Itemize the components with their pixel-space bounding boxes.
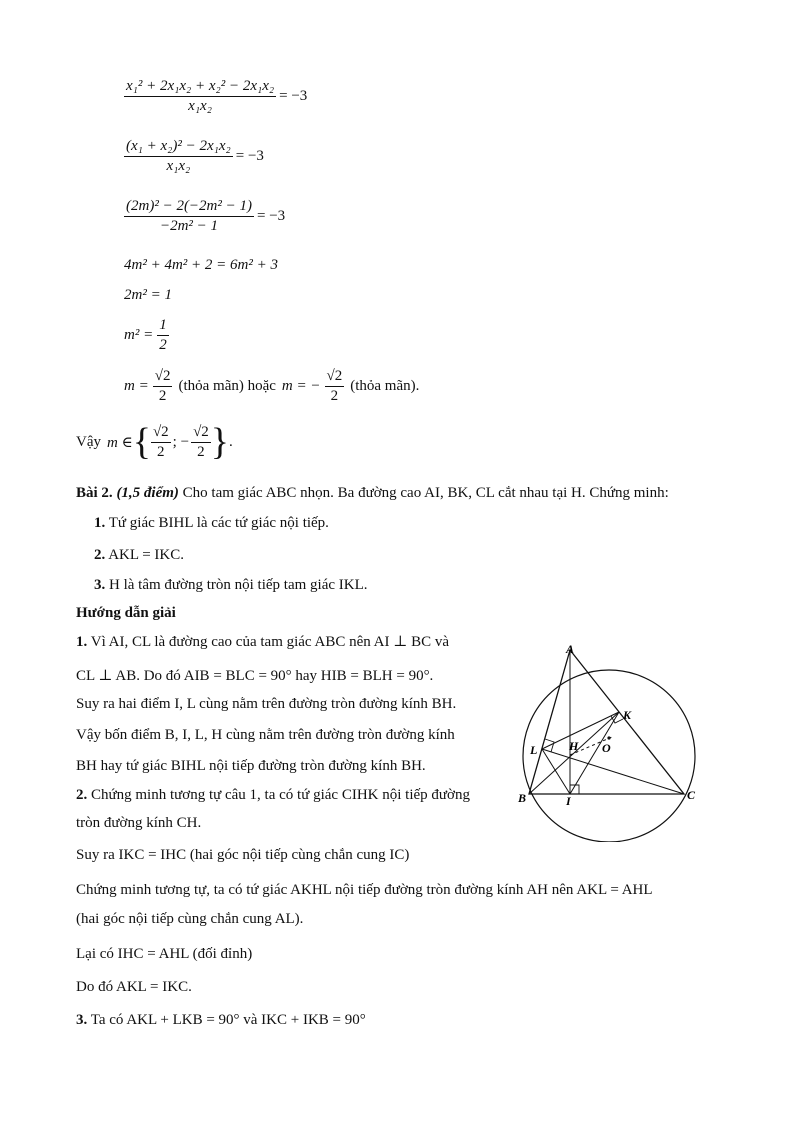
equation-1 (124, 78, 307, 115)
geometry-figure (512, 642, 712, 842)
equation-7-note2: (thỏa mãn). (350, 378, 420, 394)
equation-3-numerator: (2m)² − 2(−2m² − 1) (124, 198, 254, 217)
equation-7-den2: 2 (330, 388, 339, 404)
equation-7-fraction1 (153, 368, 173, 405)
center-o-dot (607, 736, 610, 739)
label-h: H (569, 739, 579, 753)
problem-item-1-text: Tứ giác BIHL là các tứ giác nội tiếp. (108, 515, 329, 531)
equation-6-numerator: 1 (157, 317, 169, 336)
equation-3-rhs: = −3 (257, 208, 286, 224)
solution-part3-line1 (76, 1012, 366, 1029)
problem-item-3-text: H là tâm đường tròn nội tiếp tam giác IKL. (109, 577, 368, 593)
conclusion-den2: 2 (197, 443, 205, 460)
solution-part2-text1: Chứng minh tương tự câu 1, ta có tứ giác CIHK nội tiếp đường (91, 787, 470, 803)
equation-7-lhs2: m = − (281, 378, 321, 394)
solution-part2-line5: (hai góc nội tiếp cùng chắn cung AL). (76, 911, 304, 927)
conclusion-set-lhs: m ∈ (107, 434, 133, 451)
solution-part1-text1: Vì AI, CL là đường cao của tam giác ABC nên AI ⊥ BC và (90, 634, 450, 650)
equation-3-fraction (124, 198, 254, 235)
conclusion-num1: √2 (151, 424, 171, 443)
solution-part1-num: 1. (76, 634, 88, 650)
equation-1-rhs: = −3 (279, 88, 308, 104)
problem-item-3-num: 3. (94, 577, 106, 593)
solution-part1-line3: Suy ra hai điểm I, L cùng nằm trên đường tròn đường kính BH. (76, 696, 457, 712)
circumcircle (523, 670, 695, 842)
equation-6-lhs: m² = (124, 327, 154, 343)
equation-1-numerator: x₁² + 2x₁x₂ + x₂² − 2x₁x₂ (124, 78, 276, 97)
equation-2-denominator: x₁x₂ (166, 158, 191, 174)
problem-item-1 (94, 515, 329, 532)
equation-7-fraction2 (325, 368, 345, 405)
equation-6 (124, 317, 169, 354)
problem-item-2-text: AKL = IKC. (108, 547, 185, 563)
solution-part1-line2: CL ⊥ AB. Do đó AIB = BLC = 90° hay HIB = BLH = 90°. (76, 668, 434, 684)
problem-item-1-num: 1. (94, 515, 106, 531)
equation-7-num2: √2 (325, 368, 345, 387)
equation-3 (124, 198, 285, 235)
solution-part2-line3: Suy ra IKC = IHC (hai góc nội tiếp cùng chắn cung IC) (76, 847, 410, 863)
label-l: L (530, 743, 538, 757)
solution-part2-line4: Chứng minh tương tự, ta có tứ giác AKHL nội tiếp đường tròn đường kính AH nên AKL = AHL (76, 882, 653, 898)
altitude-cl (542, 749, 684, 794)
label-c: C (687, 788, 696, 802)
equation-2 (124, 138, 264, 175)
equation-2-numerator: (x₁ + x₂)² − 2x₁x₂ (124, 138, 233, 157)
problem-label: Bài 2. (76, 485, 113, 501)
equation-2-rhs: = −3 (235, 148, 264, 164)
conclusion-fraction2 (191, 424, 211, 461)
solution-part2-line6: Lại có IHC = AHL (đối đỉnh) (76, 946, 253, 962)
left-brace-icon: { (132, 421, 151, 463)
equation-7-lhs1: m = (124, 378, 149, 394)
solution-part2-line2: tròn đường kính CH. (76, 815, 202, 831)
problem-item-3 (94, 577, 368, 594)
problem-text: Cho tam giác ABC nhọn. Ba đường cao AI, BK, CL cắt nhau tại H. Chứng minh: (182, 485, 669, 501)
equation-6-fraction (157, 317, 169, 354)
right-brace-icon: } (210, 421, 230, 463)
equation-2-fraction (124, 138, 233, 175)
label-i: I (566, 794, 571, 808)
equation-7-den1: 2 (158, 388, 167, 404)
problem-points: (1,5 điểm) (116, 485, 179, 501)
solution-part1-line4: Vậy bốn điểm B, I, L, H cùng nằm trên đường tròn đường kính (76, 727, 455, 743)
solution-part3-num: 3. (76, 1012, 88, 1028)
equation-5: 2m² = 1 (124, 287, 172, 303)
conclusion-fraction1 (151, 424, 171, 461)
conclusion (76, 423, 233, 461)
solution-part1-line5: BH hay tứ giác BIHL nội tiếp đường tròn đường kính BH. (76, 758, 426, 774)
problem-item-2-num: 2. (94, 547, 106, 563)
equation-4: 4m² + 4m² + 2 = 6m² + 3 (124, 257, 278, 273)
label-b: B (518, 791, 527, 805)
solution-part1-line1 (76, 632, 449, 651)
problem-item-2 (94, 547, 184, 564)
conclusion-prefix: Vậy (76, 433, 101, 450)
equation-6-denominator: 2 (159, 337, 167, 353)
conclusion-suffix: . (229, 433, 233, 450)
solution-part2-line1 (76, 787, 470, 804)
equation-1-fraction (124, 78, 276, 115)
conclusion-separator: ; − (172, 433, 190, 450)
solution-part2-num: 2. (76, 787, 88, 803)
equation-1-denominator: x₁x₂ (188, 98, 212, 114)
equation-7-num1: √2 (153, 368, 173, 387)
conclusion-den1: 2 (157, 443, 165, 460)
conclusion-num2: √2 (191, 424, 211, 443)
label-k: K (623, 708, 632, 722)
problem-statement (76, 485, 669, 502)
solution-part2-line7: Do đó AKL = IKC. (76, 979, 192, 995)
equation-7-note1: (thỏa mãn) hoặc (178, 378, 276, 394)
equation-7 (124, 368, 419, 405)
label-a: A (566, 642, 575, 656)
segment-li (542, 749, 570, 794)
solution-heading: Hướng dẫn giải (76, 605, 176, 621)
equation-3-denominator: −2m² − 1 (159, 218, 219, 234)
label-o: O (602, 741, 611, 755)
solution-part3-text1: Ta có AKL + LKB = 90° và IKC + IKB = 90° (90, 1012, 366, 1028)
